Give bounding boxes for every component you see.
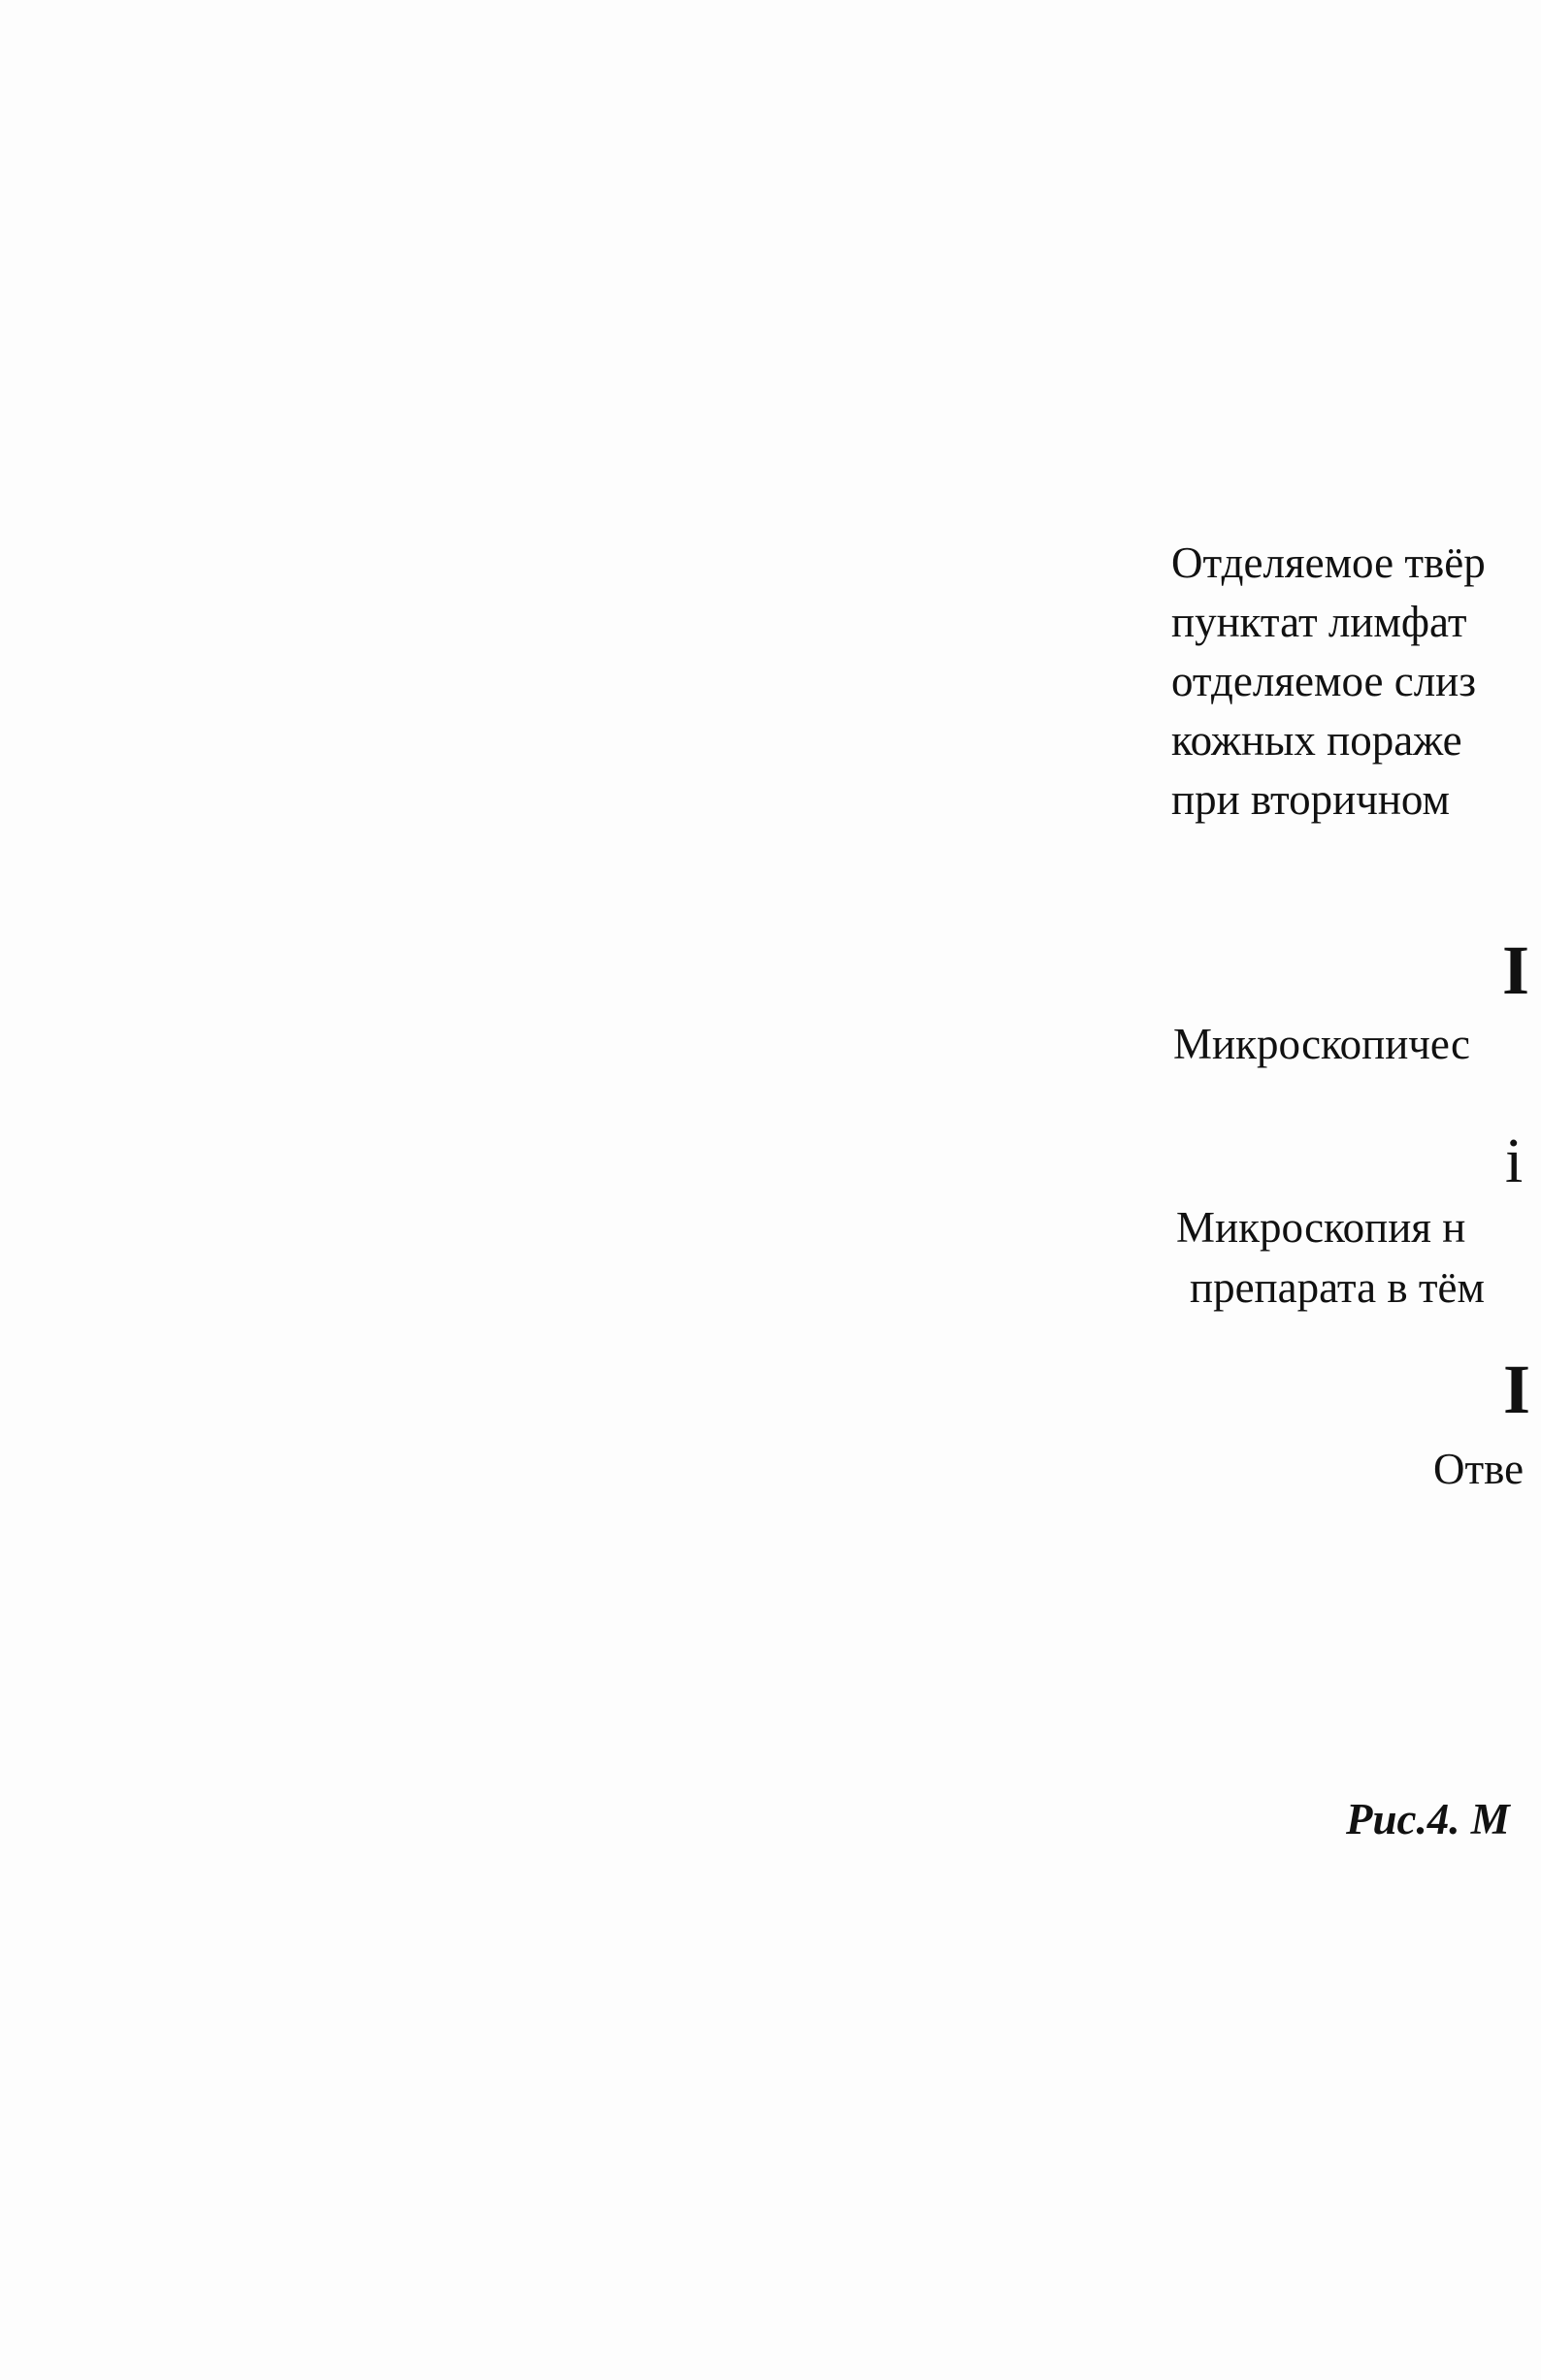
paragraph-line: кожных пораже xyxy=(1171,716,1462,765)
paragraph-line: отделяемое слиз xyxy=(1171,657,1477,705)
scheme-method-2-line-1: Микроскопия н xyxy=(1176,1203,1466,1252)
scheme-method-1: Микроскопичес xyxy=(1173,1020,1470,1068)
scheme-heading-1: I xyxy=(1502,931,1530,1009)
scheme-result: Отве xyxy=(1433,1445,1525,1493)
scheme-heading-2: i xyxy=(1505,1125,1524,1196)
body-paragraph xyxy=(1171,534,1486,830)
scheme-heading-3: I xyxy=(1503,1351,1531,1428)
scheme-method-2-line-2: препарата в тём xyxy=(1190,1263,1485,1312)
paragraph-line: пунктат лимфат xyxy=(1171,598,1467,646)
paragraph-line: при вторичном xyxy=(1171,775,1451,824)
paragraph-line: Отделяемое твёр xyxy=(1171,538,1486,587)
figure-caption: Рис.4. М xyxy=(1346,1795,1510,1843)
